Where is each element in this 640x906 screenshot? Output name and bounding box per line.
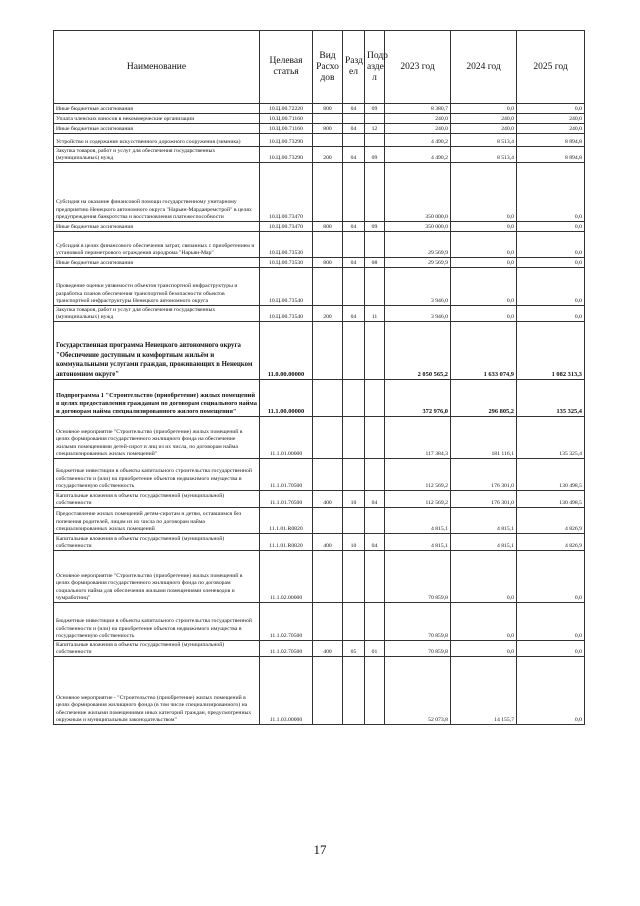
cell-name: Проведение оценки уязвимости объектов транспортной инфраструктуры и разработка планов обеспечения транспортной безопасности объектов транспортной инфраструктуры Ненецкого автономного округа (54, 268, 260, 306)
cell-section: 10 (343, 534, 365, 551)
header-expense-type: Вид Расхо дов (313, 31, 343, 104)
cell-section (343, 134, 365, 147)
cell-section (343, 322, 365, 380)
cell-amount-2024: 14 155,7 (451, 657, 517, 725)
cell-name: Подпрограмма 1 "Строительство (приобретение) жилых помещений в целях предоставления гражданам по договорам социального найма и договорам найма специализированного жилого помещения" (54, 380, 260, 417)
table-row (54, 306, 585, 322)
cell-amount-2025: 240,0 (517, 124, 585, 134)
cell-expense-type: 400 (313, 641, 343, 657)
cell-target-article: 10.Ц.00.73470 (260, 163, 313, 222)
cell-expense-type (313, 508, 343, 534)
cell-expense-type: 200 (313, 306, 343, 322)
cell-section (343, 268, 365, 306)
cell-target-article: 11.1.03.00000 (260, 657, 313, 725)
cell-amount-2025: 135 325,4 (517, 417, 585, 459)
cell-amount-2023: 112 569,2 (385, 459, 451, 491)
cell-name: Закупка товаров, работ и услуг для обеспечения государственных (муниципальных) нужд (54, 147, 260, 163)
cell-amount-2024: 296 805,2 (451, 380, 517, 417)
cell-expense-type: 800 (313, 124, 343, 134)
table-row (54, 114, 585, 124)
header-year-2024: 2024 год (451, 31, 517, 104)
cell-name: Основное мероприятие "Строительство (приобретение) жилых помещений в целях формирования государственного жилищного фонда по договорам социального найма для обеспечения жилыми помещениями оленеводов и чумработниц" (54, 551, 260, 603)
table-row (54, 459, 585, 491)
cell-name: Закупка товаров, работ и услуг для обеспечения государственных (муниципальных) нужд (54, 306, 260, 322)
cell-name: Иные бюджетные ассигнования (54, 104, 260, 114)
cell-name: Бюджетные инвестиции в объекты капитального строительства государственной собственности и (или) на приобретение объектов недвижимого имущества в государственную собственность (54, 459, 260, 491)
cell-section (343, 114, 365, 124)
cell-section: 04 (343, 258, 365, 268)
cell-amount-2023: 29 569,9 (385, 258, 451, 268)
cell-subsection (365, 134, 385, 147)
cell-amount-2025: 130 498,5 (517, 459, 585, 491)
cell-amount-2023: 3 946,0 (385, 306, 451, 322)
cell-amount-2025: 0,0 (517, 232, 585, 258)
cell-subsection (365, 322, 385, 380)
cell-expense-type (313, 322, 343, 380)
cell-amount-2024: 8 513,4 (451, 134, 517, 147)
cell-name: Субсидия в целях финансового обеспечения затрат, связанных с приобретением и установкой периметрового ограждения аэродрома "Нарьян-Мар" (54, 232, 260, 258)
table-row (54, 603, 585, 641)
header-year-2023: 2023 год (385, 31, 451, 104)
cell-amount-2025: 0,0 (517, 641, 585, 657)
cell-target-article: 10.Ц.00.73470 (260, 222, 313, 232)
cell-amount-2024: 181 116,1 (451, 417, 517, 459)
cell-expense-type: 800 (313, 104, 343, 114)
cell-amount-2023: 4 490,2 (385, 147, 451, 163)
cell-section (343, 417, 365, 459)
cell-amount-2023: 2 050 565,2 (385, 322, 451, 380)
cell-subsection (365, 163, 385, 222)
cell-amount-2024: 0,0 (451, 222, 517, 232)
cell-name: Капитальные вложения в объекты государственной (муниципальной) собственности (54, 534, 260, 551)
cell-amount-2023: 70 859,8 (385, 641, 451, 657)
cell-amount-2023: 240,0 (385, 114, 451, 124)
cell-amount-2024: 240,0 (451, 114, 517, 124)
cell-amount-2025: 130 498,5 (517, 491, 585, 508)
cell-amount-2024: 4 815,1 (451, 508, 517, 534)
cell-amount-2023: 3 946,0 (385, 268, 451, 306)
cell-target-article: 11.1.02.70500 (260, 641, 313, 657)
page-number: 17 (313, 842, 327, 857)
table-row (54, 641, 585, 657)
cell-target-article: 10.Ц.00.71160 (260, 114, 313, 124)
cell-amount-2024: 0,0 (451, 641, 517, 657)
table-header-row (54, 31, 585, 104)
cell-subsection: 04 (365, 534, 385, 551)
cell-expense-type (313, 114, 343, 124)
cell-expense-type (313, 459, 343, 491)
cell-name: Иные бюджетные ассигнования (54, 124, 260, 134)
cell-target-article: 11.1.01.R0820 (260, 534, 313, 551)
header-name: Наименование (54, 31, 260, 104)
cell-target-article: 11.1.01.70500 (260, 459, 313, 491)
cell-amount-2024: 176 301,0 (451, 491, 517, 508)
cell-target-article: 11.1.02.00000 (260, 551, 313, 603)
cell-subsection (365, 459, 385, 491)
table-row (54, 232, 585, 258)
cell-target-article: 11.1.01.00000 (260, 417, 313, 459)
table-row (54, 104, 585, 114)
cell-target-article: 11.1.01.R0820 (260, 508, 313, 534)
cell-subsection: 11 (365, 306, 385, 322)
cell-target-article: 10.Ц.00.73530 (260, 232, 313, 258)
cell-subsection: 09 (365, 147, 385, 163)
table-body (54, 104, 585, 725)
cell-subsection: 04 (365, 491, 385, 508)
cell-amount-2025: 135 325,4 (517, 380, 585, 417)
cell-section (343, 380, 365, 417)
cell-target-article: 11.1.00.00000 (260, 380, 313, 417)
cell-amount-2023: 112 569,2 (385, 491, 451, 508)
budget-table (53, 30, 585, 725)
cell-amount-2024: 0,0 (451, 268, 517, 306)
cell-expense-type (313, 380, 343, 417)
cell-amount-2025: 0,0 (517, 603, 585, 641)
cell-target-article: 11.1.02.70500 (260, 603, 313, 641)
cell-amount-2024: 0,0 (451, 104, 517, 114)
header-subsection: Подр азде л (365, 31, 385, 104)
cell-subsection: 08 (365, 258, 385, 268)
cell-name: Субсидия на оказание финансовой помощи государственному унитарному предприятию Ненецкого автономного округа "Нарьян-Марданремстрой" в целях предупреждения банкротства и восстановления платежеспособности (54, 163, 260, 222)
cell-amount-2023: 240,0 (385, 124, 451, 134)
header-section: Разд ел (343, 31, 365, 104)
cell-name: Бюджетные инвестиции в объекты капитального строительства государственной собственности и (или) на приобретение объектов недвижимого имущества в государственную собственность (54, 603, 260, 641)
cell-expense-type: 400 (313, 491, 343, 508)
cell-expense-type (313, 163, 343, 222)
cell-name: Капитальные вложения в объекты государственной (муниципальной) собственности (54, 641, 260, 657)
header-target-article: Целевая статья (260, 31, 313, 104)
cell-target-article: 10.Ц.00.73540 (260, 306, 313, 322)
cell-section (343, 603, 365, 641)
table-row (54, 508, 585, 534)
cell-amount-2025: 8 894,8 (517, 134, 585, 147)
cell-amount-2024: 0,0 (451, 306, 517, 322)
cell-name: Государственная программа Ненецкого автономного округа "Обеспечение доступным и комфортным жильём и коммунальными услугами граждан, проживающих в Ненецком автономном округе" (54, 322, 260, 380)
cell-amount-2024: 0,0 (451, 551, 517, 603)
cell-subsection (365, 551, 385, 603)
table-row (54, 657, 585, 725)
cell-name: Основное мероприятие "Строительство (приобретение) жилых помещений в целях формирования государственного жилищного фонда на обеспечение жилыми помещениями детей-сирот и лиц из их числа, по договорам найма специализированных жилых помещений" (54, 417, 260, 459)
cell-amount-2024: 0,0 (451, 232, 517, 258)
table-row (54, 322, 585, 380)
cell-section (343, 508, 365, 534)
cell-name: Устройство и содержание искусственного дорожного сооружения (зимника) (54, 134, 260, 147)
cell-subsection: 09 (365, 104, 385, 114)
cell-amount-2024: 176 301,0 (451, 459, 517, 491)
table-row (54, 124, 585, 134)
cell-amount-2023: 350 000,0 (385, 163, 451, 222)
table-row (54, 268, 585, 306)
cell-section: 04 (343, 306, 365, 322)
cell-section: 04 (343, 104, 365, 114)
cell-name: Иные бюджетные ассигнования (54, 258, 260, 268)
cell-section (343, 657, 365, 725)
cell-name: Предоставление жилых помещений детям-сиротам и детям, оставшимся без попечения родителей, лицам из их числа по договорам найма специализированных жилых помещений (54, 508, 260, 534)
cell-expense-type (313, 417, 343, 459)
cell-target-article: 10.Ц.00.73530 (260, 258, 313, 268)
cell-amount-2025: 0,0 (517, 163, 585, 222)
cell-amount-2023: 4 815,1 (385, 508, 451, 534)
cell-amount-2023: 372 976,0 (385, 380, 451, 417)
cell-amount-2025: 4 826,9 (517, 508, 585, 534)
cell-amount-2025: 4 826,9 (517, 534, 585, 551)
cell-amount-2025: 0,0 (517, 551, 585, 603)
cell-expense-type (313, 232, 343, 258)
cell-amount-2023: 8 380,7 (385, 104, 451, 114)
cell-amount-2023: 350 000,0 (385, 222, 451, 232)
cell-subsection: 12 (365, 124, 385, 134)
cell-amount-2025: 0,0 (517, 657, 585, 725)
cell-subsection: 01 (365, 641, 385, 657)
cell-section: 05 (343, 641, 365, 657)
table-row (54, 551, 585, 603)
cell-subsection (365, 603, 385, 641)
cell-section (343, 459, 365, 491)
cell-amount-2024: 4 815,1 (451, 534, 517, 551)
cell-section: 04 (343, 124, 365, 134)
cell-expense-type (313, 551, 343, 603)
cell-target-article: 10.Ц.00.72220 (260, 104, 313, 114)
cell-expense-type: 800 (313, 222, 343, 232)
cell-amount-2025: 240,0 (517, 114, 585, 124)
cell-amount-2025: 0,0 (517, 258, 585, 268)
cell-amount-2025: 8 894,8 (517, 147, 585, 163)
cell-name: Капитальные вложения в объекты государственной (муниципальной) собственности (54, 491, 260, 508)
cell-target-article: 10.Ц.00.73540 (260, 268, 313, 306)
cell-subsection: 09 (365, 222, 385, 232)
cell-target-article: 10.Ц.00.71160 (260, 124, 313, 134)
cell-expense-type: 200 (313, 147, 343, 163)
cell-amount-2023: 4 815,1 (385, 534, 451, 551)
cell-name: Иные бюджетные ассигнования (54, 222, 260, 232)
cell-section (343, 163, 365, 222)
cell-expense-type (313, 134, 343, 147)
header-year-2025: 2025 год (517, 31, 585, 104)
cell-subsection (365, 417, 385, 459)
cell-section (343, 551, 365, 603)
cell-amount-2025: 0,0 (517, 306, 585, 322)
cell-expense-type (313, 657, 343, 725)
cell-amount-2023: 117 384,3 (385, 417, 451, 459)
table-row (54, 134, 585, 147)
cell-subsection (365, 232, 385, 258)
cell-expense-type: 400 (313, 534, 343, 551)
cell-amount-2024: 8 513,4 (451, 147, 517, 163)
cell-expense-type (313, 603, 343, 641)
cell-subsection (365, 114, 385, 124)
cell-target-article: 11.1.01.70500 (260, 491, 313, 508)
cell-name: Основное мероприятие - "Строительство (приобретение) жилых помещений в целях формирования жилищного фонда (в том числе специализированного) на обеспечение жилыми помещениями иных категорий граждан, предусмотренных окружным и муниципальным законодательством" (54, 657, 260, 725)
cell-amount-2023: 70 859,8 (385, 551, 451, 603)
cell-amount-2025: 1 082 313,3 (517, 322, 585, 380)
table-row (54, 163, 585, 222)
cell-section: 10 (343, 491, 365, 508)
cell-amount-2023: 4 490,2 (385, 134, 451, 147)
table-row (54, 147, 585, 163)
table-row (54, 380, 585, 417)
cell-amount-2024: 0,0 (451, 603, 517, 641)
cell-amount-2024: 1 633 074,9 (451, 322, 517, 380)
table-row (54, 417, 585, 459)
cell-name: Уплата членских взносов в некоммерческие организации (54, 114, 260, 124)
cell-subsection (365, 380, 385, 417)
cell-amount-2023: 52 073,8 (385, 657, 451, 725)
cell-amount-2025: 0,0 (517, 104, 585, 114)
cell-amount-2023: 29 569,9 (385, 232, 451, 258)
cell-target-article: 11.0.00.00000 (260, 322, 313, 380)
cell-amount-2023: 70 859,8 (385, 603, 451, 641)
cell-expense-type: 800 (313, 258, 343, 268)
cell-amount-2024: 0,0 (451, 163, 517, 222)
cell-target-article: 10.Ц.00.73290 (260, 147, 313, 163)
table-row (54, 222, 585, 232)
table-row (54, 258, 585, 268)
table-row (54, 491, 585, 508)
cell-section: 04 (343, 147, 365, 163)
cell-section (343, 232, 365, 258)
table-row (54, 534, 585, 551)
cell-amount-2025: 0,0 (517, 268, 585, 306)
cell-amount-2024: 240,0 (451, 124, 517, 134)
cell-subsection (365, 508, 385, 534)
cell-subsection (365, 657, 385, 725)
cell-target-article: 10.Ц.00.73290 (260, 134, 313, 147)
cell-subsection (365, 268, 385, 306)
cell-amount-2025: 0,0 (517, 222, 585, 232)
cell-section: 04 (343, 222, 365, 232)
cell-amount-2024: 0,0 (451, 258, 517, 268)
cell-expense-type (313, 268, 343, 306)
